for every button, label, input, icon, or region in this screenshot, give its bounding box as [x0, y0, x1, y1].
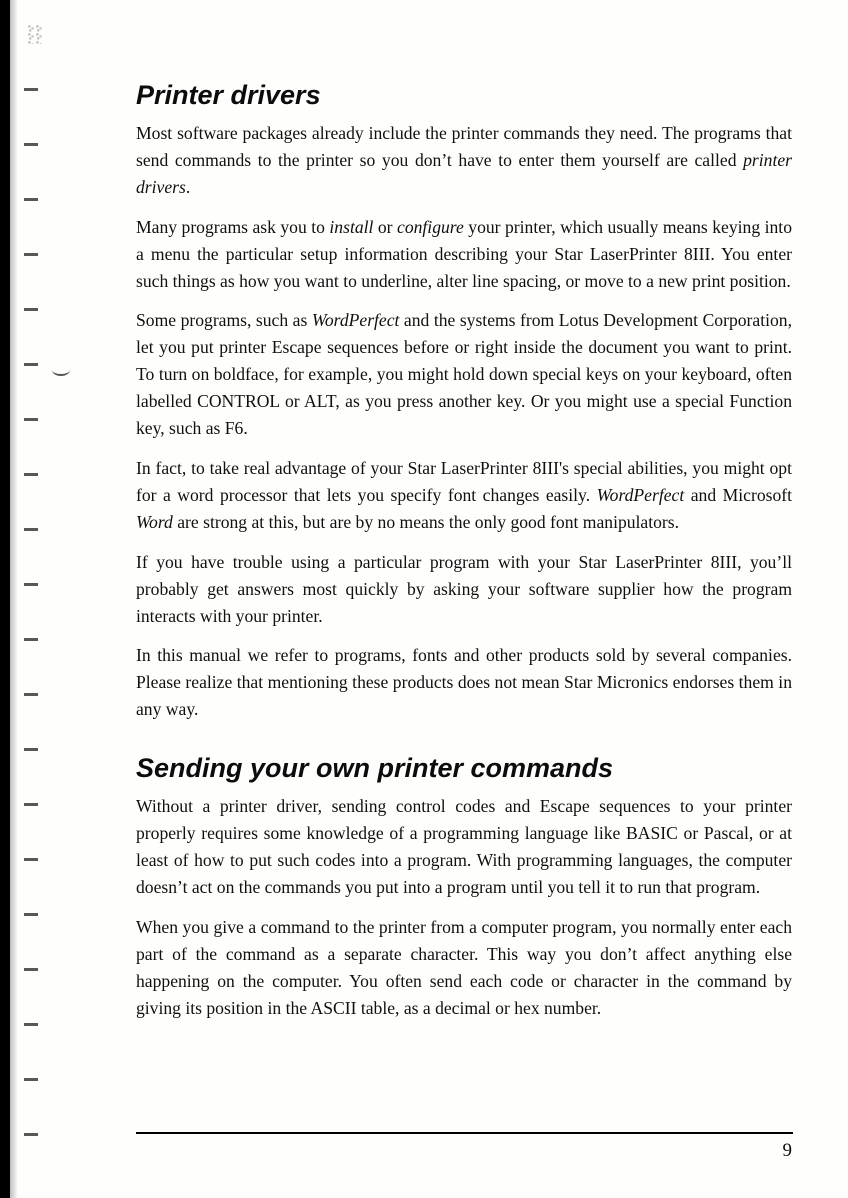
scan-artifact-smudge	[27, 24, 43, 44]
paragraph: In fact, to take real advantage of your Star LaserPrinter 8III's special abilities, you might opt for a word processor that lets you specify font changes easily. WordPerfect and Microsoft Word are strong at this, but are by no means the only good font manipulators.	[136, 458, 793, 532]
page-content	[136, 80, 792, 1034]
paragraph: Many programs ask you to install or configure your printer, which usually means keying into a menu the particular setup information describing your Star LaserPrinter 8III. You enter such things as how you want to underline, alter line spacing, or move to a new print position.	[136, 216, 792, 291]
paragraph: Some programs, such as WordPerfect and the systems from Lotus Development Corporation, let you put printer Escape sequences before or right inside the document you want to print. To turn on boldface, for example, you might hold down special keys on your keyboard, often labelled CONTROL or ALT, as you press another key. Or you might use a special Function key, such as F6.	[136, 310, 792, 439]
paragraph: When you give a command to the printer from a computer program, you normally enter each part of the command as a separate character. This way you don’t affect anything else happening on the computer. You often send each code or character in the command by giving its position in the ASCII table, as a decimal or hex number.	[136, 916, 792, 1018]
binding-bar	[0, 0, 10, 1198]
paragraph: In this manual we refer to programs, fonts and other products sold by several companies. Please realize that mentioning these products does not mean Star Micronics endorses them in any way.	[136, 645, 792, 720]
section-heading: Printer drivers	[136, 80, 321, 110]
margin-scan-marks	[24, 88, 38, 1146]
document-section	[136, 80, 792, 723]
paragraph: Most software packages already include the printer commands they need. The programs that send commands to the printer so you don’t have to enter them yourself are called printer drivers.	[136, 123, 792, 197]
paragraph: Without a printer driver, sending control codes and Escape sequences to your printer properly requires some knowledge of a programming language like BASIC or Pascal, or at least of how to put such codes into a program. With programming languages, the computer doesn’t act on the commands you put into a program until you tell it to run that program.	[136, 796, 792, 897]
document-section	[136, 753, 792, 1021]
footer-rule	[136, 1132, 793, 1134]
page-number: 9	[782, 1140, 792, 1161]
binding-shadow	[10, 0, 18, 1198]
section-heading: Sending your own printer commands	[136, 753, 614, 784]
paragraph: If you have trouble using a particular program with your Star LaserPrinter 8III, you’ll probably get answers most quickly by asking your software supplier how the program interacts with your printer.	[136, 551, 792, 626]
scan-artifact-curve	[52, 364, 70, 376]
